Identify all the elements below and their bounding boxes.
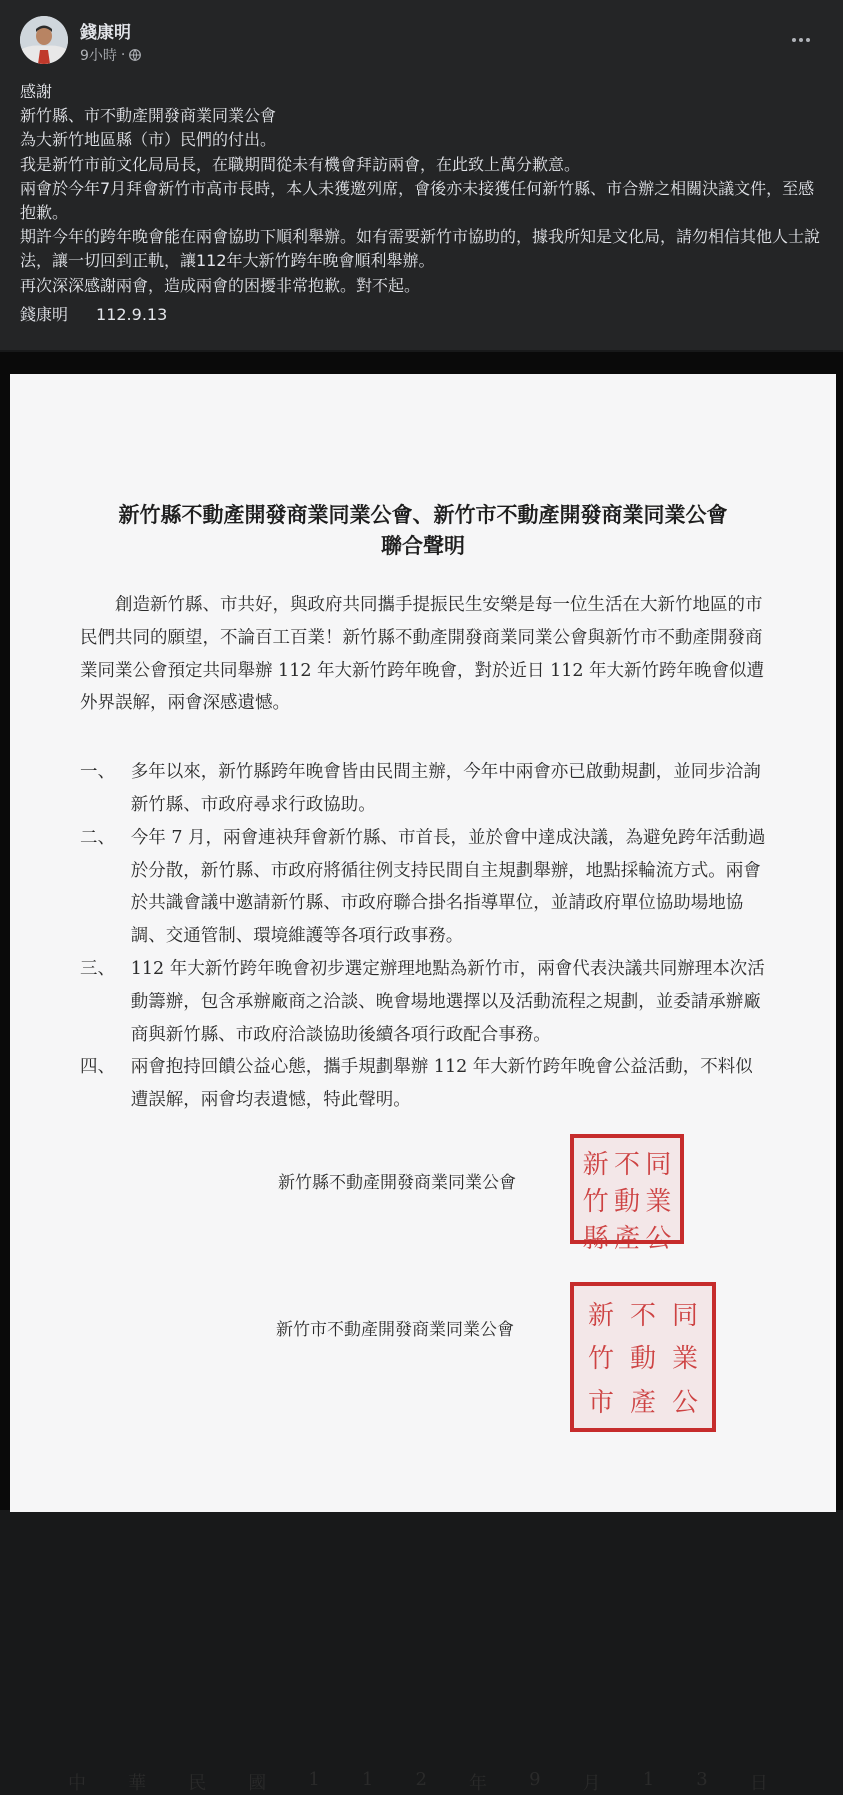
date-glyph: 1	[308, 1769, 320, 1790]
avatar-photo-icon	[20, 16, 68, 64]
document-body	[80, 589, 770, 1117]
document-title-line: 聯合聲明	[381, 533, 465, 558]
seal-glyph: 不	[613, 1150, 640, 1180]
facebook-post-card	[0, 0, 843, 350]
post-author-name[interactable]: 錢康明	[80, 23, 131, 43]
joint-statement-document	[10, 374, 836, 1794]
post-line: 兩會於今年7月拜會新竹市高市長時，本人未獲邀列席，會後亦未接獲任何新竹縣、市合辦之相關決議文件，至感抱歉。	[20, 178, 815, 223]
date-glyph: 月	[582, 1773, 601, 1794]
post-signature	[20, 303, 825, 327]
post-time[interactable]: 9小時	[80, 48, 117, 64]
date-glyph: 民	[188, 1773, 207, 1794]
date-glyph: 9	[529, 1769, 541, 1790]
date-glyph: 中	[68, 1773, 86, 1794]
date-glyph: 國	[248, 1773, 267, 1794]
statement-item	[80, 756, 770, 822]
date-glyph: 1	[642, 1769, 655, 1790]
statement-item-text: 多年以來，新竹縣跨年晚會皆由民間主辦，今年中兩會亦已啟動規劃，並同步洽詢新竹縣、市政府尋求行政協助。	[130, 762, 761, 815]
seal-glyph: 產	[613, 1224, 640, 1254]
post-line: 感謝	[20, 82, 53, 101]
county-association-seal	[570, 1134, 684, 1254]
seal-glyph: 竹	[587, 1344, 614, 1375]
date-glyph: 年	[469, 1773, 488, 1794]
date-glyph: 1	[361, 1769, 374, 1790]
meta-separator: ·	[120, 47, 126, 63]
statement-item-text: 112 年大新竹跨年晚會初步選定辦理地點為新竹市，兩會代表決議共同辦理本次活動籌辦，包含承辦廠商之洽談、晚會場地選擇以及活動流程之規劃，並委請承辦廠商與新竹縣、市政府洽談協助後續各項行政配合事務。	[130, 958, 765, 1045]
statement-item-number: 四、	[80, 1057, 115, 1078]
seal-glyph: 縣	[582, 1224, 609, 1254]
post-line: 新竹縣、市不動產開發商業同業公會	[20, 106, 277, 126]
more-options-icon[interactable]	[785, 24, 817, 56]
statement-item-number: 二、	[80, 827, 115, 848]
seal-glyph: 同	[645, 1150, 672, 1180]
seal-glyph: 動	[613, 1187, 640, 1217]
signature-name: 錢康明	[20, 304, 69, 324]
seal-glyph: 動	[629, 1344, 656, 1375]
seal-glyph: 竹	[582, 1187, 609, 1217]
document-intro: 創造新竹縣、市共好，與政府共同攜手提振民生安樂是每一位生活在大新竹地區的市民們共同的願望，不論百工百業！新竹縣不動產開發商業同業公會與新竹市不動產開發商業同業公會預定共同舉辦 112 年大新竹跨年晚會，對於近日 112 年大新竹跨年晚會似遭外界誤解，兩會深感遺憾。	[80, 595, 765, 714]
document-title	[10, 499, 836, 561]
seal-glyph: 同	[671, 1301, 698, 1332]
post-line: 期許今年的跨年晚會能在兩會協助下順利舉辦。如有需要新竹市協助的，據我所知是文化局，請勿相信其他人士說法，讓一切回到正軌，讓112年大新竹跨年晚會順利舉辦。	[20, 227, 821, 271]
seal-glyph: 業	[645, 1187, 672, 1217]
seal-glyph: 產	[629, 1387, 656, 1418]
org-name-city: 新竹市不動產開發商業同業公會	[276, 1320, 514, 1340]
date-glyph: 2	[415, 1769, 427, 1790]
post-meta	[80, 45, 141, 65]
seal-glyph: 公	[671, 1387, 698, 1418]
globe-icon	[129, 49, 141, 61]
statement-item	[80, 953, 770, 1051]
seal-glyph: 業	[671, 1344, 698, 1375]
post-body	[20, 80, 825, 327]
document-title-line: 新竹縣不動產開發商業同業公會、新竹市不動產開發商業同業公會	[118, 502, 728, 527]
seal-glyph: 公	[645, 1224, 672, 1254]
statement-item	[80, 822, 770, 953]
signature-date: 112.9.13	[96, 304, 168, 324]
post-photo[interactable]	[0, 352, 843, 1794]
post-line: 為大新竹地區縣（市）民們的付出。	[20, 130, 277, 150]
statement-item-number: 一、	[80, 762, 115, 783]
statement-item-text: 兩會抱持回饋公益心態，攜手規劃舉辦 112 年大新竹跨年晚會公益活動，不料似遭誤解，兩會均表遺憾，特此聲明。	[130, 1057, 753, 1111]
post-line: 再次深深感謝兩會，造成兩會的困擾非常抱歉。對不起。	[20, 275, 421, 295]
seal-glyph: 市	[587, 1387, 614, 1418]
statement-item-number: 三、	[80, 958, 115, 979]
statement-item	[80, 1051, 770, 1117]
seal-glyph: 不	[629, 1301, 656, 1332]
document-date	[68, 1769, 768, 1795]
city-association-seal	[570, 1282, 716, 1432]
avatar[interactable]	[20, 16, 68, 64]
statement-item-text: 今年 7 月，兩會連袂拜會新竹縣、市首長，並於會中達成決議，為避免跨年活動過於分散，新竹縣、市政府將循往例支持民間自主規劃舉辦，地點採輪流方式。兩會於共識會議中邀請新竹縣、市政府聯合掛名指導單位，並請政府單位協助場地協調、交通管制、環境維護等各項行政事務。	[130, 827, 766, 947]
date-glyph: 華	[128, 1773, 147, 1794]
date-glyph: 日	[749, 1773, 768, 1794]
seal-glyph: 新	[587, 1301, 614, 1332]
seal-glyph: 新	[582, 1150, 609, 1180]
org-name-county: 新竹縣不動產開發商業同業公會	[278, 1173, 516, 1193]
date-glyph: 3	[696, 1769, 708, 1790]
post-line: 我是新竹市前文化局局長，在職期間從未有機會拜訪兩會，在此致上萬分歉意。	[20, 154, 581, 174]
